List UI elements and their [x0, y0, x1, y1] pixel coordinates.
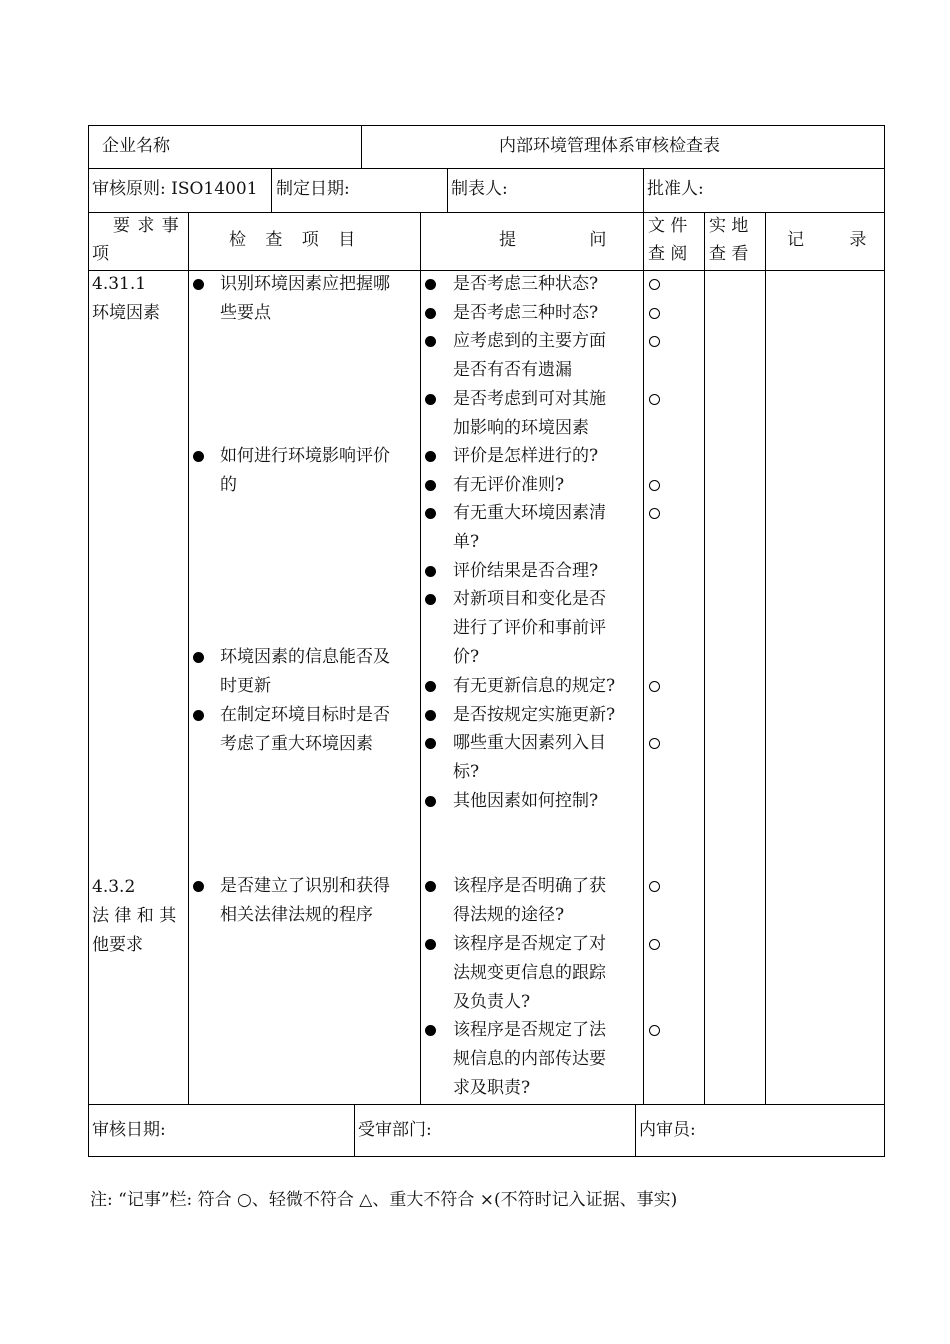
doc-review-mark: [649, 394, 660, 405]
question: 得法规的途径?: [453, 905, 565, 925]
col-divider: [447, 168, 448, 212]
bullet-icon: [193, 710, 204, 721]
question: 是否考虑三种时态?: [453, 303, 599, 323]
doc-review-mark: [649, 939, 660, 950]
auditor-label: 内审员:: [639, 1120, 696, 1140]
company-name-label: 企业名称: [102, 136, 170, 156]
form-title: 内部环境管理体系审核检查表: [499, 136, 720, 156]
clause-name: 法 律 和 其: [92, 906, 177, 926]
audit-principle: 审核原则: ISO14001: [92, 179, 258, 199]
clause-number: 4.31.1: [92, 274, 147, 294]
question: 求及职责?: [453, 1078, 531, 1098]
check-item: 时更新: [220, 676, 271, 696]
check-item: 考虑了重大环境因素: [220, 734, 373, 754]
question: 是否考虑三种状态?: [453, 274, 599, 294]
row-divider: [89, 168, 884, 169]
bullet-icon: [425, 738, 436, 749]
bullet-icon: [425, 1025, 436, 1036]
bullet-icon: [425, 881, 436, 892]
bullet-icon: [425, 594, 436, 605]
clause-number: 4.3.2: [92, 877, 136, 897]
bullet-icon: [425, 939, 436, 950]
check-item: 的: [220, 475, 237, 495]
check-item: 些要点: [220, 303, 271, 323]
question: 有无更新信息的规定?: [453, 676, 616, 696]
question: 其他因素如何控制?: [453, 791, 599, 811]
check-item: 在制定环境目标时是否: [220, 705, 390, 725]
made-by-label: 制表人:: [451, 179, 508, 199]
col-divider: [271, 168, 272, 212]
question: 及负责人?: [453, 992, 531, 1012]
bullet-icon: [425, 566, 436, 577]
col-divider: [643, 168, 644, 212]
question: 评价是怎样进行的?: [453, 446, 599, 466]
doc-review-mark: [649, 508, 660, 519]
col-header-requirement: 项: [92, 244, 109, 264]
check-item: 环境因素的信息能否及: [220, 647, 390, 667]
question: 法规变更信息的跟踪: [453, 963, 606, 983]
bullet-icon: [425, 308, 436, 319]
bullet-icon: [193, 881, 204, 892]
check-item: 相关法律法规的程序: [220, 905, 373, 925]
question: 单?: [453, 532, 480, 552]
doc-review-mark: [649, 881, 660, 892]
check-item: 是否建立了识别和获得: [220, 876, 390, 896]
audit-date-label: 审核日期:: [92, 1120, 166, 1140]
doc-review-mark: [649, 738, 660, 749]
question: 该程序是否规定了法: [453, 1020, 606, 1040]
bullet-icon: [425, 451, 436, 462]
col-divider: [361, 126, 362, 168]
doc-review-mark: [649, 1025, 660, 1036]
row-divider: [89, 1104, 884, 1105]
question: 有无评价准则?: [453, 475, 565, 495]
question: 该程序是否明确了获: [453, 876, 606, 896]
question: 是否按规定实施更新?: [453, 705, 616, 725]
bullet-icon: [425, 480, 436, 491]
col-header-site-check: 实 地: [709, 216, 749, 236]
question: 应考虑到的主要方面: [453, 331, 606, 351]
doc-review-mark: [649, 279, 660, 290]
col-header-doc-review: 查 阅: [648, 244, 688, 264]
check-item: 如何进行环境影响评价: [220, 446, 390, 466]
question: 规信息的内部传达要: [453, 1049, 606, 1069]
col-divider: [765, 212, 766, 1104]
doc-review-mark: [649, 336, 660, 347]
audit-checklist-table: [88, 125, 885, 1157]
bullet-icon: [193, 652, 204, 663]
question: 进行了评价和事前评: [453, 618, 606, 638]
question: 对新项目和变化是否: [453, 589, 606, 609]
bullet-icon: [425, 796, 436, 807]
col-divider: [420, 212, 421, 1104]
clause-name: 他要求: [92, 935, 143, 955]
question: 是否有否有遗漏: [453, 360, 572, 380]
question: 是否考虑到可对其施: [453, 389, 606, 409]
question: 价?: [453, 647, 480, 667]
bullet-icon: [425, 394, 436, 405]
bullet-icon: [193, 279, 204, 290]
bullet-icon: [425, 710, 436, 721]
doc-review-mark: [649, 480, 660, 491]
made-date-label: 制定日期:: [276, 179, 350, 199]
col-divider: [354, 1104, 355, 1156]
question: 标?: [453, 762, 480, 782]
col-divider: [188, 212, 189, 1104]
col-header-requirement: 要 求 事: [113, 216, 180, 236]
check-item: 识别环境因素应把握哪: [220, 274, 390, 294]
question: 加影响的环境因素: [453, 418, 589, 438]
col-header-site-check: 查 看: [709, 244, 749, 264]
question: 评价结果是否合理?: [453, 561, 599, 581]
approved-by-label: 批准人:: [647, 179, 704, 199]
bullet-icon: [425, 508, 436, 519]
audited-dept-label: 受审部门:: [358, 1120, 432, 1140]
bullet-icon: [193, 451, 204, 462]
question: 哪些重大因素列入目: [453, 733, 606, 753]
doc-review-mark: [649, 681, 660, 692]
col-header-question: 提 问: [499, 230, 607, 250]
bullet-icon: [425, 279, 436, 290]
col-header-check-item: 检 查 项 目: [229, 230, 356, 250]
col-divider: [643, 212, 644, 1104]
bullet-icon: [425, 336, 436, 347]
col-header-doc-review: 文 件: [648, 216, 688, 236]
doc-review-mark: [649, 308, 660, 319]
col-divider: [704, 212, 705, 1104]
col-header-record: 记 录: [787, 230, 867, 250]
question: 该程序是否规定了对: [453, 934, 606, 954]
bullet-icon: [425, 681, 436, 692]
question: 有无重大环境因素清: [453, 503, 606, 523]
col-divider: [635, 1104, 636, 1156]
clause-name: 环境因素: [92, 303, 160, 323]
legend-note: 注: “记事”栏: 符合 ○、轻微不符合 △、重大不符合 ×(不符时记入证据、事实): [90, 1190, 678, 1210]
